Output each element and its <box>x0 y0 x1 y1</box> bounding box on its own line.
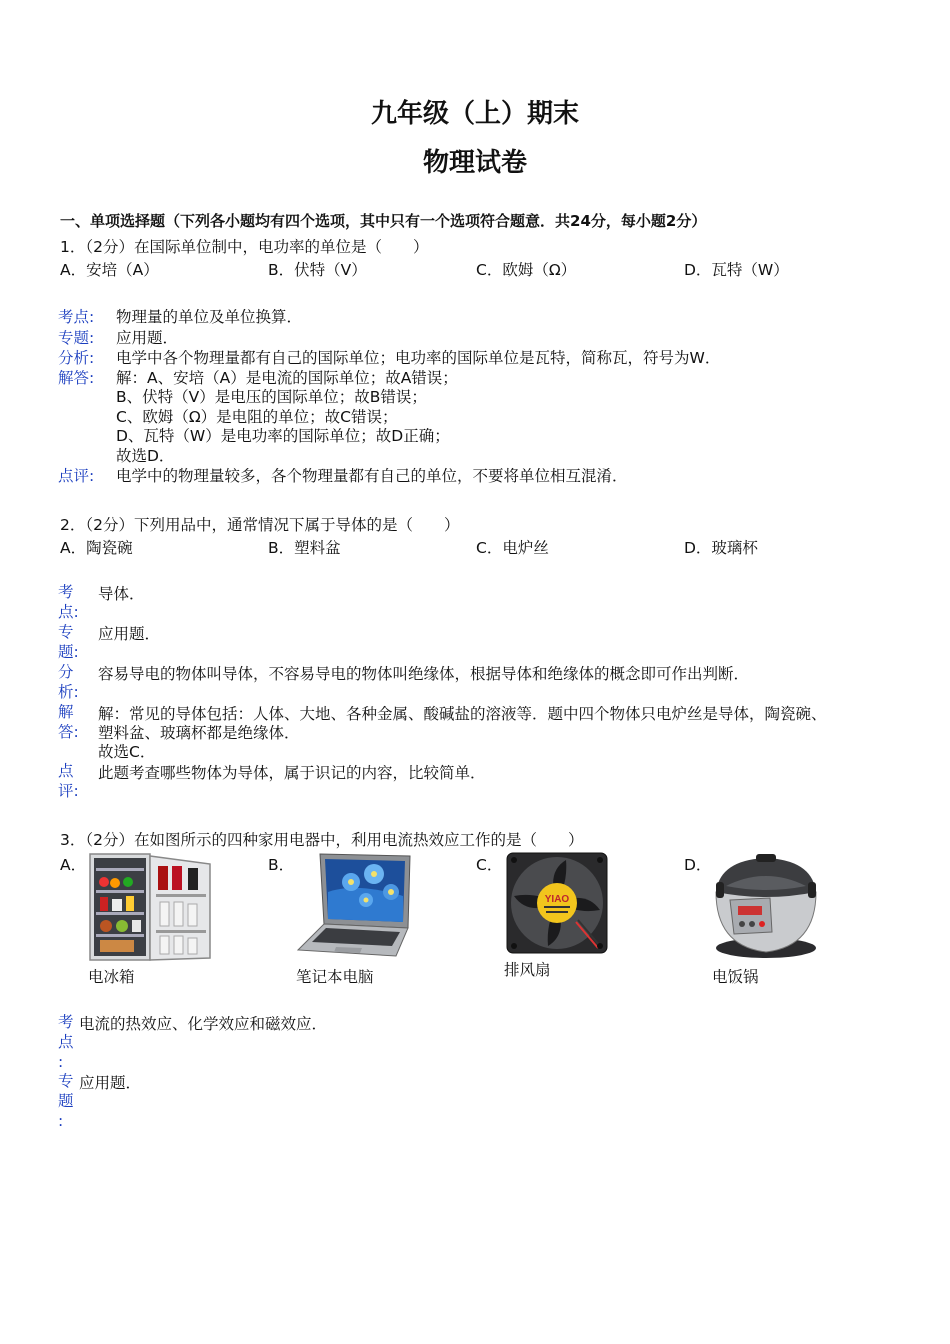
q1-zhuanti: 应用题． <box>116 329 179 347</box>
q1-jieda-line: D、瓦特（W）是电功率的国际单位；故D正确； <box>116 427 450 445</box>
caption-fan: 排风扇 <box>504 961 551 979</box>
q2-jieda-line: 故选C． <box>98 743 156 761</box>
laptop-image <box>296 852 414 962</box>
question-2-stem: 2．（2分）下列用品中，通常情况下属于导体的是（ ） <box>60 516 460 534</box>
q1-jieda-label: 解答: <box>58 369 95 387</box>
q2-option-a: A．陶瓷碗 <box>60 539 133 557</box>
q2-dianping-label: 点 评: <box>58 762 79 800</box>
page-subtitle: 物理试卷 <box>422 148 527 178</box>
q1-jieda-line: B、伏特（V）是电压的国际单位；故B错误； <box>116 388 427 406</box>
caption-laptop: 笔记本电脑 <box>296 968 374 986</box>
q2-kaodian-label: 考 点: <box>58 583 79 621</box>
q3-option-a: A． <box>60 856 87 874</box>
page-title: 九年级（上）期末 <box>370 99 579 129</box>
q1-option-c: C．欧姆（Ω） <box>476 261 577 279</box>
fan-brand: YIAO <box>544 894 570 905</box>
q2-jieda-line: 解：常见的导体包括：人体、大地、各种金属、酸碱盐的溶液等．题中四个物体只电炉丝是导体，陶瓷碗、 <box>98 705 827 723</box>
q1-fenxi: 电学中各个物理量都有自己的国际单位；电功率的国际单位是瓦特，简称瓦，符号为W． <box>116 349 721 367</box>
q1-option-a: A．安培（A） <box>60 261 159 279</box>
q1-zhuanti-label: 专题: <box>58 329 95 347</box>
q2-jieda-line: 塑料盆、玻璃杯都是绝缘体． <box>98 724 300 742</box>
refrigerator-image <box>88 852 214 964</box>
q3-option-d: D． <box>684 856 712 874</box>
section-heading: 一、单项选择题（下列各小题均有四个选项，其中只有一个选项符合题意．共24分，每小题2分） <box>60 212 707 230</box>
q1-jieda-line: 解：A、安培（A）是电流的国际单位；故A错误； <box>116 369 458 387</box>
caption-refrigerator: 电冰箱 <box>88 968 135 986</box>
q3-zhuanti-label: 专 题 : <box>58 1072 74 1130</box>
q2-fenxi-label: 分 析: <box>58 663 79 701</box>
q2-zhuanti: 应用题． <box>98 625 161 643</box>
q2-option-d: D．玻璃杯 <box>684 539 758 557</box>
q1-fenxi-label: 分析: <box>58 349 95 367</box>
q2-jieda-label: 解 答: <box>58 703 79 741</box>
question-1-stem: 1．（2分）在国际单位制中，电功率的单位是（ ） <box>60 238 429 256</box>
q3-zhuanti: 应用题． <box>79 1074 142 1092</box>
q1-dianping-label: 点评: <box>58 467 95 485</box>
q2-zhuanti-label: 专 题: <box>58 623 79 661</box>
q2-kaodian: 导体． <box>98 585 145 603</box>
q1-kaodian-label: 考点: <box>58 308 95 326</box>
q2-fenxi: 容易导电的物体叫导体，不容易导电的物体叫绝缘体，根据导体和绝缘体的概念即可作出判断． <box>98 665 750 683</box>
question-3-stem: 3．（2分）在如图所示的四种家用电器中，利用电流热效应工作的是（ ） <box>60 831 584 849</box>
q1-dianping: 电学中的物理量较多，各个物理量都有自己的单位，不要将单位相互混淆． <box>116 467 628 485</box>
fan-image <box>506 852 608 954</box>
q1-option-b: B．伏特（V） <box>268 261 367 279</box>
q1-jieda-line: 故选D． <box>116 447 175 465</box>
q3-kaodian-label: 考 点 : <box>58 1013 74 1071</box>
q3-option-c: C． <box>476 856 503 874</box>
q1-option-d: D．瓦特（W） <box>684 261 789 279</box>
q2-dianping: 此题考查哪些物体为导体，属于识记的内容，比较简单． <box>98 764 486 782</box>
q2-option-b: B．塑料盆 <box>268 539 341 557</box>
q3-option-b: B． <box>268 856 295 874</box>
q3-kaodian: 电流的热效应、化学效应和磁效应． <box>79 1015 328 1033</box>
q1-kaodian: 物理量的单位及单位换算． <box>116 308 303 326</box>
rice-cooker-image <box>708 852 826 962</box>
q1-jieda-line: C、欧姆（Ω）是电阻的单位；故C错误； <box>116 408 398 426</box>
q2-option-c: C．电炉丝 <box>476 539 549 557</box>
caption-rice-cooker: 电饭锅 <box>712 968 759 986</box>
